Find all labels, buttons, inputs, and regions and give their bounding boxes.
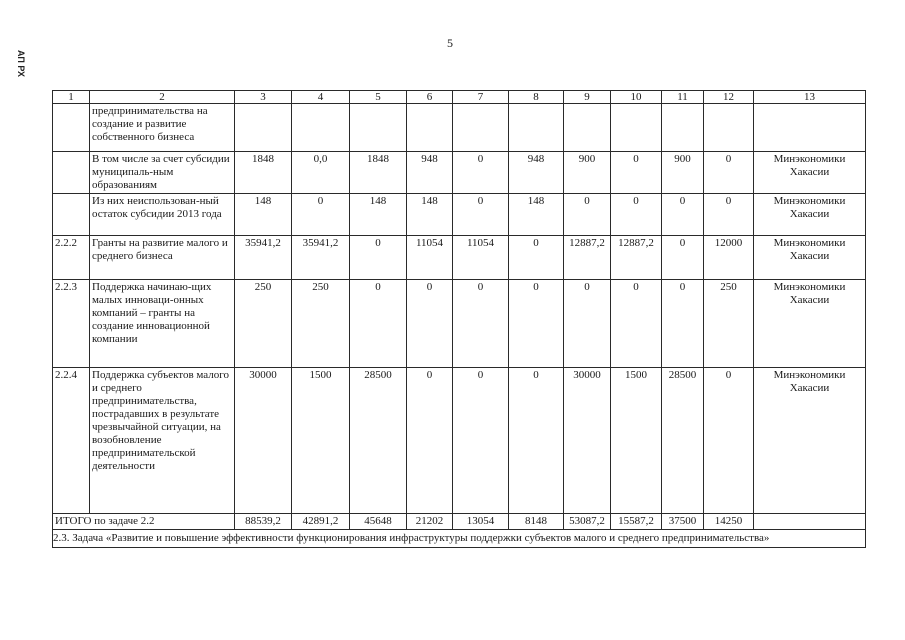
total-value-cell: 13054 xyxy=(453,514,509,530)
value-cell: 0 xyxy=(350,236,407,280)
row-description-cell: предпринимательства на создание и развитие собственного бизнеса xyxy=(90,104,235,152)
column-number-cell: 4 xyxy=(292,91,350,104)
value-cell: 0 xyxy=(662,236,704,280)
value-cell: 250 xyxy=(235,280,292,368)
value-cell: 28500 xyxy=(350,368,407,514)
value-cell xyxy=(350,104,407,152)
task-row xyxy=(53,530,866,548)
value-cell xyxy=(407,104,453,152)
value-cell: 148 xyxy=(509,194,564,236)
value-cell: 30000 xyxy=(235,368,292,514)
column-number-cell: 8 xyxy=(509,91,564,104)
header-row xyxy=(53,91,866,104)
value-cell: 0 xyxy=(509,368,564,514)
value-cell: 35941,2 xyxy=(292,236,350,280)
value-cell: 35941,2 xyxy=(235,236,292,280)
total-value-cell: 37500 xyxy=(662,514,704,530)
row-description-cell: Поддержка субъектов малого и среднего предпринимательства, пострадавших в результате чрезвычайной ситуации, на возобновление предпринимательской деятельности xyxy=(90,368,235,514)
column-number-cell: 6 xyxy=(407,91,453,104)
task-heading-cell: 2.3. Задача «Развитие и повышение эффективности функционирования инфраструктуры поддержки субъектов малого и среднего предпринимательства» xyxy=(53,530,866,548)
value-cell: 900 xyxy=(662,152,704,194)
total-value-cell: 8148 xyxy=(509,514,564,530)
value-cell: 250 xyxy=(292,280,350,368)
executor-cell: Минэкономики Хакасии xyxy=(754,280,866,368)
row-description-cell: Поддержка начинаю-щих малых инноваци-онных компаний – гранты на создание инновационной компании xyxy=(90,280,235,368)
value-cell: 0 xyxy=(704,152,754,194)
value-cell xyxy=(704,104,754,152)
value-cell: 11054 xyxy=(407,236,453,280)
value-cell xyxy=(509,104,564,152)
row-code-cell: 2.2.2 xyxy=(53,236,90,280)
row-code-cell xyxy=(53,104,90,152)
total-value-cell: 88539,2 xyxy=(235,514,292,530)
row-code-cell xyxy=(53,152,90,194)
value-cell: 148 xyxy=(350,194,407,236)
value-cell: 12000 xyxy=(704,236,754,280)
total-value-cell: 14250 xyxy=(704,514,754,530)
executor-cell: Минэкономики Хакасии xyxy=(754,368,866,514)
value-cell: 0 xyxy=(611,152,662,194)
executor-cell xyxy=(754,104,866,152)
value-cell xyxy=(611,104,662,152)
value-cell: 0 xyxy=(292,194,350,236)
value-cell xyxy=(292,104,350,152)
value-cell: 0 xyxy=(704,368,754,514)
table-row xyxy=(53,236,866,280)
value-cell: 0 xyxy=(407,368,453,514)
column-number-cell: 1 xyxy=(53,91,90,104)
column-number-cell: 13 xyxy=(754,91,866,104)
row-code-cell xyxy=(53,194,90,236)
value-cell xyxy=(235,104,292,152)
row-description-cell: Гранты на развитие малого и среднего бизнеса xyxy=(90,236,235,280)
value-cell: 0 xyxy=(564,194,611,236)
column-number-cell: 10 xyxy=(611,91,662,104)
total-row xyxy=(53,514,866,530)
value-cell: 11054 xyxy=(453,236,509,280)
value-cell: 900 xyxy=(564,152,611,194)
budget-table xyxy=(52,90,866,548)
value-cell: 1848 xyxy=(350,152,407,194)
side-stamp xyxy=(8,48,26,90)
executor-cell: Минэкономики Хакасии xyxy=(754,236,866,280)
column-number-cell: 2 xyxy=(90,91,235,104)
row-description-cell: Из них неиспользован-ный остаток субсидии 2013 года xyxy=(90,194,235,236)
value-cell: 0 xyxy=(453,152,509,194)
column-number-cell: 5 xyxy=(350,91,407,104)
value-cell: 0 xyxy=(611,194,662,236)
value-cell: 0 xyxy=(350,280,407,368)
value-cell: 0 xyxy=(704,194,754,236)
value-cell: 12887,2 xyxy=(611,236,662,280)
total-label-cell: ИТОГО по задаче 2.2 xyxy=(53,514,235,530)
value-cell: 0 xyxy=(407,280,453,368)
value-cell: 148 xyxy=(235,194,292,236)
total-executor-cell xyxy=(754,514,866,530)
table-row xyxy=(53,194,866,236)
value-cell: 0 xyxy=(564,280,611,368)
column-number-cell: 3 xyxy=(235,91,292,104)
value-cell: 148 xyxy=(407,194,453,236)
page-number: 5 xyxy=(447,36,453,50)
value-cell: 0 xyxy=(509,280,564,368)
value-cell: 948 xyxy=(407,152,453,194)
total-value-cell: 21202 xyxy=(407,514,453,530)
value-cell: 28500 xyxy=(662,368,704,514)
table-row xyxy=(53,280,866,368)
value-cell: 0 xyxy=(453,368,509,514)
value-cell: 0 xyxy=(453,194,509,236)
executor-cell: Минэкономики Хакасии xyxy=(754,194,866,236)
value-cell: 1500 xyxy=(292,368,350,514)
row-code-cell: 2.2.3 xyxy=(53,280,90,368)
value-cell xyxy=(453,104,509,152)
table-row xyxy=(53,152,866,194)
column-number-cell: 9 xyxy=(564,91,611,104)
value-cell xyxy=(564,104,611,152)
value-cell: 250 xyxy=(704,280,754,368)
row-description-cell: В том числе за счет субсидии муниципаль-ным образованиям xyxy=(90,152,235,194)
table-row xyxy=(53,368,866,514)
value-cell: 0 xyxy=(611,280,662,368)
table-row xyxy=(53,104,866,152)
executor-cell: Минэкономики Хакасии xyxy=(754,152,866,194)
value-cell: 948 xyxy=(509,152,564,194)
total-value-cell: 53087,2 xyxy=(564,514,611,530)
total-value-cell: 15587,2 xyxy=(611,514,662,530)
value-cell xyxy=(662,104,704,152)
value-cell: 30000 xyxy=(564,368,611,514)
svg-text:АП РХ: АП РХ xyxy=(16,50,26,78)
row-code-cell: 2.2.4 xyxy=(53,368,90,514)
value-cell: 0 xyxy=(453,280,509,368)
value-cell: 0 xyxy=(662,194,704,236)
column-number-cell: 12 xyxy=(704,91,754,104)
value-cell: 0,0 xyxy=(292,152,350,194)
value-cell: 1848 xyxy=(235,152,292,194)
value-cell: 0 xyxy=(662,280,704,368)
total-value-cell: 45648 xyxy=(350,514,407,530)
total-value-cell: 42891,2 xyxy=(292,514,350,530)
column-number-cell: 11 xyxy=(662,91,704,104)
column-number-cell: 7 xyxy=(453,91,509,104)
value-cell: 1500 xyxy=(611,368,662,514)
value-cell: 12887,2 xyxy=(564,236,611,280)
value-cell: 0 xyxy=(509,236,564,280)
